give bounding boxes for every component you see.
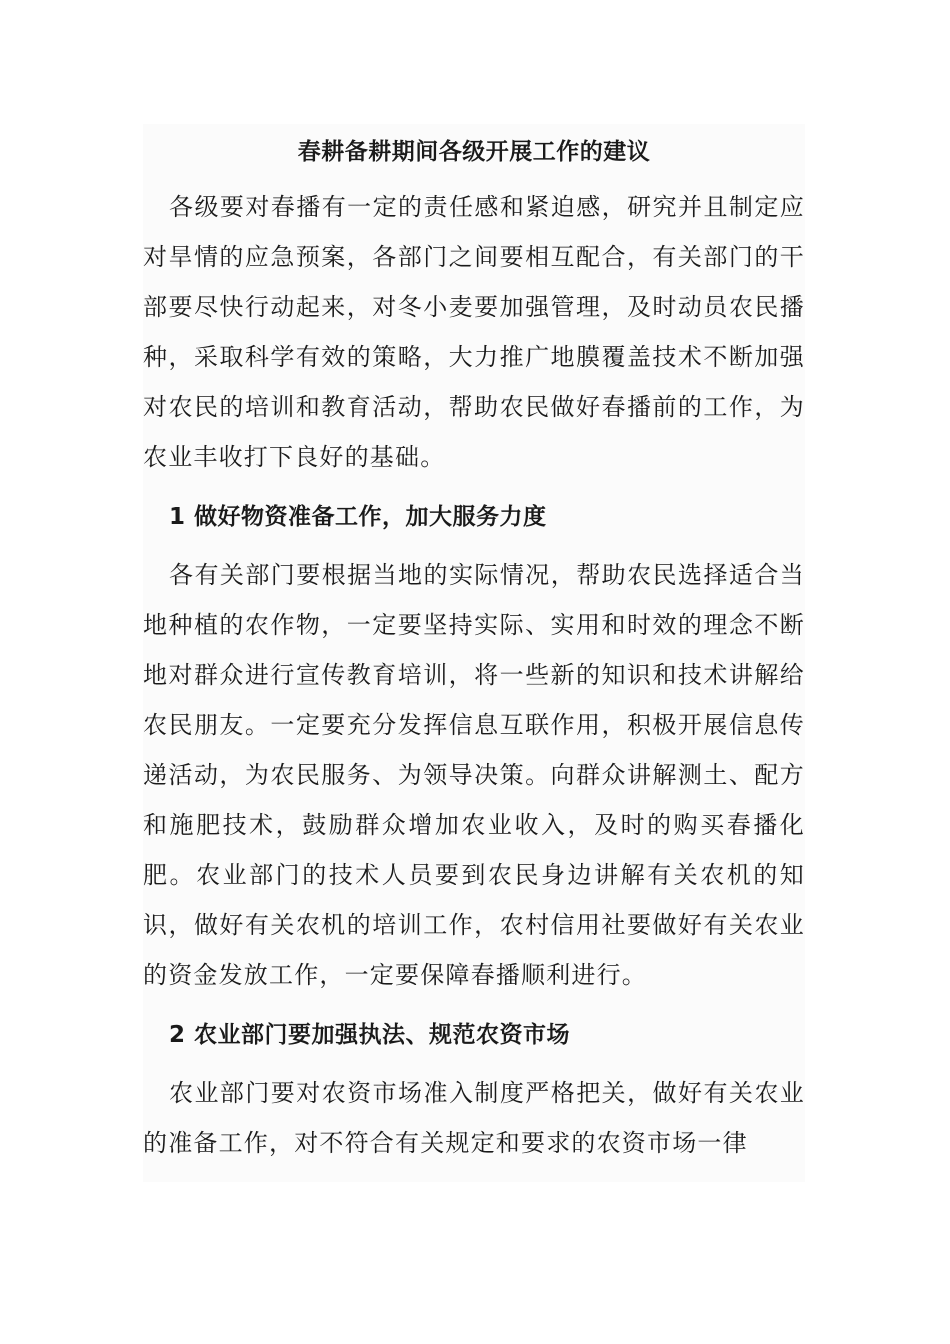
section-2-body: 农业部门要对农资市场准入制度严格把关，做好有关农业的准备工作，对不符合有关规定和要求的农资市场一律 (143, 1079, 805, 1157)
document-title: 春耕备耕期间各级开展工作的建议 (297, 139, 651, 165)
intro-paragraph: 各级要对春播有一定的责任感和紧迫感，研究并且制定应对旱情的应急预案，各部门之间要相互配合，有关部门的干部要尽快行动起来，对冬小麦要加强管理，及时动员农民播种，采取科学有效的策略，大力推广地膜覆盖技术不断加强对农民的培训和教育活动，帮助农民做好春播前的工作，为农业丰收打下良好的基础。 (143, 193, 805, 471)
document-page (143, 124, 805, 1182)
section-1-heading: 1 做好物资准备工作，加大服务力度 (169, 504, 547, 530)
section-2-heading: 2 农业部门要加强执法、规范农资市场 (169, 1022, 571, 1048)
section-1-body: 各有关部门要根据当地的实际情况，帮助农民选择适合当地种植的农作物，一定要坚持实际、实用和时效的理念不断地对群众进行宣传教育培训，将一些新的知识和技术讲解给农民朋友。一定要充分发挥信息互联作用，积极开展信息传递活动，为农民服务、为领导决策。向群众讲解测土、配方和施肥技术，鼓励群众增加农业收入，及时的购买春播化肥。农业部门的技术人员要到农民身边讲解有关农机的知识，做好有关农机的培训工作，农村信用社要做好有关农业的资金发放工作，一定要保障春播顺利进行。 (143, 561, 805, 989)
